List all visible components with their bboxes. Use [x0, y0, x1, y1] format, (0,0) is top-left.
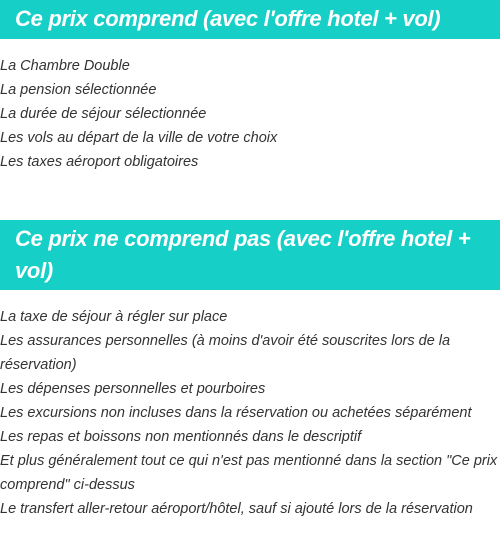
included-item: La pension sélectionnée: [0, 82, 157, 98]
excluded-item: Et plus généralement tout ce qui n'est pas mentionné dans la section "Ce prix comprend" ci-dessus: [0, 453, 498, 493]
included-heading: Ce prix comprend (avec l'offre hotel + vol): [0, 0, 500, 39]
included-list: [0, 54, 500, 174]
excluded-item: La taxe de séjour à régler sur place: [0, 309, 228, 325]
included-item: Les vols au départ de la ville de votre choix: [0, 130, 278, 146]
included-item: La durée de séjour sélectionnée: [0, 106, 207, 122]
included-section: [0, 0, 500, 174]
excluded-item: Les repas et boissons non mentionnés dans le descriptif: [0, 429, 362, 445]
excluded-item: Les assurances personnelles (à moins d'avoir été souscrites lors de la réservation): [0, 333, 451, 373]
excluded-section: [0, 220, 500, 521]
excluded-item: Le transfert aller-retour aéroport/hôtel, sauf si ajouté lors de la réservation: [0, 501, 473, 517]
section-spacer: [0, 174, 500, 220]
excluded-list: [0, 305, 500, 521]
excluded-heading-text: Ce prix ne comprend pas (avec l'offre hotel + vol): [15, 226, 471, 283]
excluded-item: Les dépenses personnelles et pourboires: [0, 381, 266, 397]
included-item: Les taxes aéroport obligatoires: [0, 154, 199, 170]
excluded-item: Les excursions non incluses dans la réservation ou achetées séparément: [0, 405, 472, 421]
included-item: La Chambre Double: [0, 58, 130, 74]
excluded-heading: [0, 220, 500, 290]
